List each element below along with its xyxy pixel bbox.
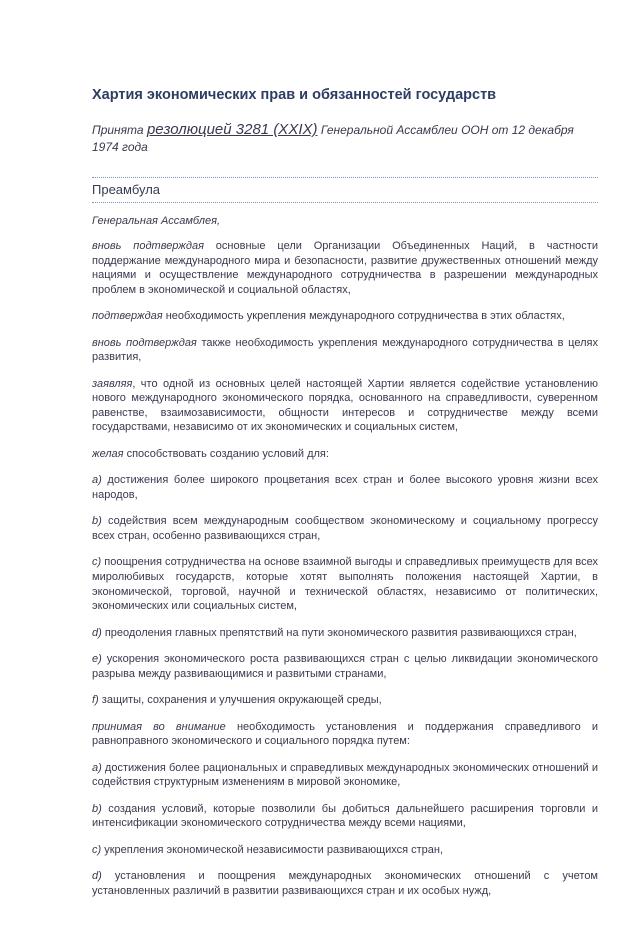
list-item-letter: c)	[92, 843, 102, 856]
paragraph-text: также необходимость укрепления международного сотрудничества в целях развития,	[92, 336, 598, 364]
list-item-b	[92, 802, 598, 831]
paragraph-text: основные цели Организации Объединенных Наций, в частности поддержание международного мира и безопасности, развитие дружественных отношений между нациями и осуществление международного сотрудничества в разрешении международных проблем в экономической и социальной областях,	[92, 240, 598, 296]
paragraph-text: достижения более широкого процветания всех стран и более высокого уровня жизни всех народов,	[92, 474, 598, 501]
list-item-letter: a)	[92, 761, 102, 774]
list-item-a	[92, 761, 598, 790]
paragraph-lead: принимая во внимание	[92, 720, 226, 733]
page-title: Хартия экономических прав и обязанностей государств	[92, 87, 497, 103]
paragraph-lead: заявляя	[92, 377, 133, 390]
paragraph-text: установления и поощрения международных экономических отношений с учетом установленных различий в развитии развивающихся стран и их особых нужд,	[92, 870, 598, 897]
list-item-b	[92, 514, 598, 543]
list-item-letter: d)	[92, 626, 102, 639]
paragraph-text: необходимость укрепления международного сотрудничества в этих областях,	[162, 310, 565, 323]
intro-line: Генеральная Ассамблея,	[92, 215, 221, 228]
list-item-letter: b)	[92, 515, 102, 528]
list-item-d	[92, 626, 598, 641]
list-item-letter: e)	[92, 653, 102, 666]
list-item-f	[92, 693, 598, 708]
paragraph	[92, 309, 598, 324]
paragraph-text: , что одной из основных целей настоящей Хартии является содействие установлению нового международного экономического порядка, основанного на справедливости, суверенном равенстве, взаимозависимости, общности интересов и сотрудничестве между всеми государствами, независимо от их экономических и социальных систем,	[92, 377, 598, 434]
paragraph	[92, 377, 598, 435]
paragraph	[92, 239, 598, 297]
list-item-letter: a)	[92, 474, 102, 487]
paragraph-text: преодоления главных препятствий на пути экономического развития развивающихся стран,	[101, 626, 577, 639]
paragraph-text: защиты, сохранения и улучшения окружающей среды,	[98, 694, 382, 707]
resolution-link[interactable]: резолюцией 3281 (XXIX)	[146, 121, 318, 139]
section-header-preamble: Преамбула	[92, 177, 598, 203]
paragraph-lead: желая	[92, 447, 124, 460]
paragraph-text: содействия всем международным сообществом экономическому и социальному прогрессу всех стран, особенно развивающихся стран,	[92, 515, 598, 542]
list-item-letter: f)	[92, 694, 99, 707]
list-item-c	[92, 843, 598, 858]
paragraph-text: ускорения экономического роста развивающихся стран с целью ликвидации экономического разрыва между развивающимися и развитыми странами,	[92, 653, 598, 680]
list-item-a	[92, 473, 598, 502]
paragraph-text: способствовать созданию условий для:	[123, 447, 329, 460]
paragraph-text: укрепления экономической независимости развивающихся стран,	[101, 843, 444, 856]
paragraph-lead: подтверждая	[92, 310, 163, 323]
paragraph-text: необходимость установления и поддержания справедливого и равноправного экономического и социального порядка путем:	[92, 720, 598, 748]
list-item-e	[92, 652, 598, 681]
paragraph	[92, 336, 598, 365]
paragraph-text: создания условий, которые позволили бы добиться дальнейшего расширения торговли и интенсификации экономического сотрудничества между всеми нациями,	[92, 802, 598, 830]
paragraph	[92, 447, 598, 462]
paragraph	[92, 720, 598, 749]
list-item-d	[92, 869, 598, 898]
paragraph-text: достижения более рациональных и справедливых международных экономических отношений и содействия структурным изменениям в мировой экономике,	[92, 761, 598, 789]
list-item-letter: b)	[92, 802, 102, 815]
paragraph-lead: вновь подтверждая	[92, 240, 204, 253]
preamble-body	[92, 239, 598, 898]
list-item-letter: c)	[92, 556, 102, 569]
list-item-letter: d)	[92, 870, 102, 883]
adoption-note-prefix: Принята	[92, 123, 147, 138]
list-item-c	[92, 555, 598, 613]
adoption-note-suffix: Генеральной Ассамблеи ООН от 12 декабря 1974 года	[92, 123, 574, 154]
paragraph-lead: вновь подтверждая	[92, 336, 197, 349]
paragraph-text: поощрения сотрудничества на основе взаимной выгоды и справедливых преимуществ для всех миролюбивых государств, которые хотят выполнять положения настоящей Хартии, в экономической, торговой, научной и технической областях, независимо от политических, экономических или социальных систем,	[92, 556, 598, 613]
adoption-note	[92, 120, 598, 155]
